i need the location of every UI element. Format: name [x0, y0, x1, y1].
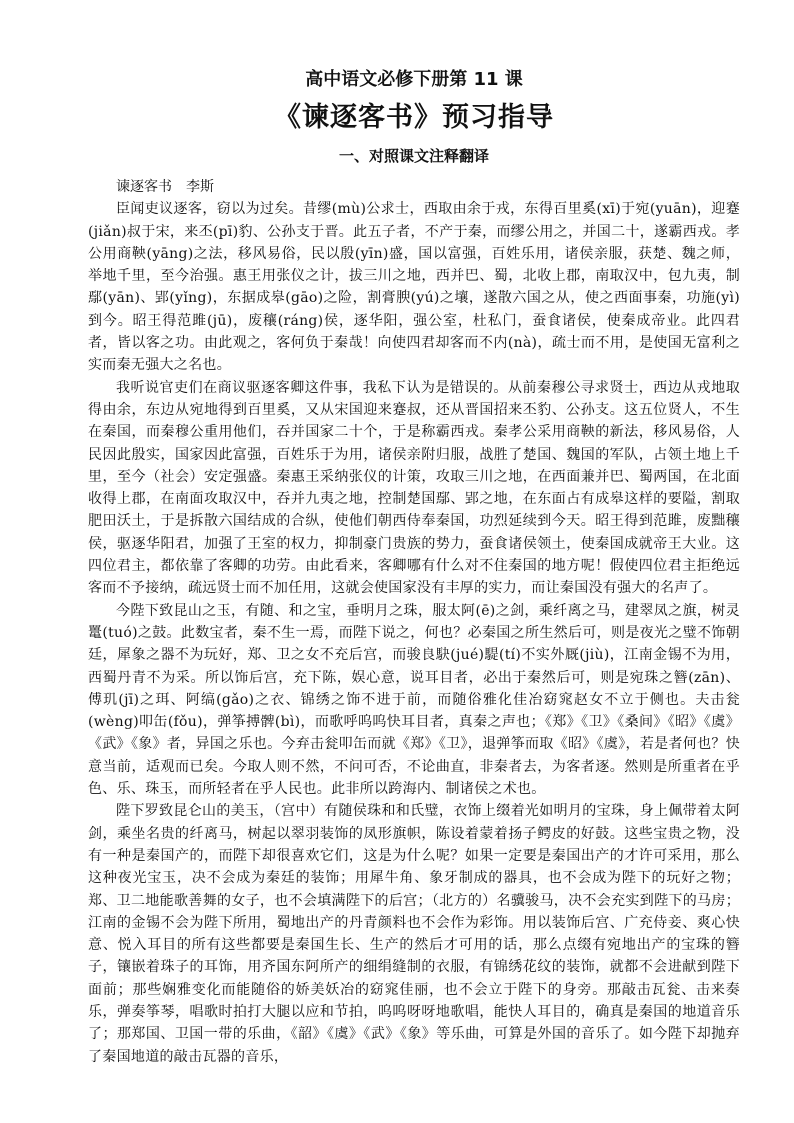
original-text-paragraph-2: 今陛下致昆山之玉，有随、和之宝，垂明月之珠，服太阿(ē)之剑，乘纤离之马，建翠凤之旗，树灵鼍(tuó)之鼓。此数宝者，秦不生一焉，而陛下说之，何也？必秦国之所生然后可，则是夜光之璧不饰朝廷，犀象之器不为玩好，郑、卫之女不充后宫，而骏良駃(jué)騠(tí)不实外厩(jiù)，江南金锡不为用，西蜀丹青不为采。所以饰后宫，充下陈，娱心意，说耳目者，必出于秦然后可，则是宛珠之簪(zān)、傅玑(jī)之珥、阿缟(gǎo)之衣、锦绣之饰不进于前，而随俗雅化佳冶窈窕赵女不立于侧也。夫击瓮(wèng)叩缶(fǒu)，弹筝搏髀(bì)，而歌呼呜呜快耳目者，真秦之声也；《郑》《卫》《桑间》《昭》《虞》《武》《象》者，异国之乐也。今弃击瓮叩缶而就《郑》《卫》，退弹筝而取《昭》《虞》，若是者何也？快意当前，适观而已矣。今取人则不然，不问可否，不论曲直，非秦者去，为客者逐。然则是所重者在乎色、乐、珠玉，而所轻者在乎人民也。此非所以跨海内、制诸侯之术也。 [88, 602, 740, 798]
translation-paragraph-2: 陛下罗致昆仑山的美玉，（宫中）有随侯珠和和氏璧，衣饰上缀着光如明月的宝珠，身上佩带着太阿剑，乘坐名贵的纤离马，树起以翠羽装饰的凤形旗帜，陈设着蒙着扬子鳄皮的好鼓。这些宝贵之物，没有一种是秦国产的，而陛下却很喜欢它们，这是为什么呢？如果一定要是秦国出产的才许可采用，那么这种夜光宝玉，决不会成为秦廷的装饰；用犀牛角、象牙制成的器具，也不会成为陛下的玩好之物；郑、卫二地能歌善舞的女子，也不会填满陛下的后宫；（北方的）名骥骏马，决不会充实到陛下的马房；江南的金锡不会为陛下所用，蜀地出产的丹青颜料也不会作为彩饰。用以装饰后宫、广充侍妾、爽心快意、悦入耳目的所有这些都要是秦国生长、生产的然后才可用的话，那么点缀有宛地出产的宝珠的簪子，镶嵌着珠子的耳饰，用齐国东阿所产的细绢缝制的衣服，有锦绣花纹的装饰，就都不会进献到陛下面前；那些娴雅变化而能随俗的娇美妖冶的窈窕佳丽，也不会立于陛下的身旁。那敲击瓦瓮、击来奏乐，弹奏筝琴，唱歌时拍打大腿以应和节拍，呜呜呀呀地歌唱，能快人耳目的，确真是秦国的地道音乐了；那郑国、卫国一带的乐曲，《韶》《虞》《武》《象》等乐曲，可算是外国的音乐了。如今陛下却抛弃了秦国地道的敲击瓦器的音乐， [88, 803, 740, 1065]
original-text-paragraph-1: 臣闻吏议逐客，窃以为过矣。昔缪(mù)公求士，西取由余于戎，东得百里奚(xī)于宛(yuān)，迎蹇(jiǎn)叔于宋，来丕(pī)豹、公孙支于晋。此五子者，不产于秦，而缪公用之，并国二十，遂霸西戎。孝公用商鞅(yāng)之法，移风易俗，民以殷(yīn)盛，国以富强，百姓乐用，诸侯亲服，获楚、魏之师，举地千里，至今治强。惠王用张仪之计，拔三川之地，西并巴、蜀，北收上郡，南取汉中，包九夷，制鄢(yān)、郢(yǐng)，东据成皋(gāo)之险，割膏腴(yú)之壤，遂散六国之从，使之西面事秦，功施(yì)到今。昭王得范雎(jū)，废穰(ráng)侯，逐华阳，强公室，杜私门，蚕食诸侯，使秦成帝业。此四君者，皆以客之功。由此观之，客何负于秦哉！向使四君却客而不内(nà)，疏士而不用，是使国无富利之实而秦无强大之名也。 [88, 201, 740, 374]
page-title: 《谏逐客书》预习指导 [274, 102, 554, 133]
section-heading: 一、对照课文注释翻译 [338, 147, 489, 165]
course-title: 高中语文必修下册第 11 课 [305, 69, 523, 90]
document-page [88, 66, 740, 1068]
article-byline: 谏逐客书 李斯 [116, 179, 214, 195]
translation-paragraph-1: 我听说官吏们在商议驱逐客卿这件事，我私下认为是错误的。从前秦穆公寻求贤士，西边从戎地取得由余，东边从宛地得到百里奚，又从宋国迎来蹇叔，还从晋国招来丕豹、公孙支。这五位贤人，不生在秦国，而秦穆公重用他们，吞并国家二十个，于是称霸西戎。秦孝公采用商鞅的新法，移风易俗，人民因此殷实，国家因此富强，百姓乐于为用，诸侯亲附归服，战胜了楚国、魏国的军队，占领土地上千里，至今（社会）安定强盛。秦惠王采纳张仪的计策，攻取三川之地，在西面兼并巴、蜀两国，在北面收得上郡，在南面攻取汉中，吞并九夷之地，控制楚国鄢、郢之地，在东面占有成皋这样的要隘，割取肥田沃土，于是拆散六国结成的合纵，使他们朝西侍奉秦国，功烈延续到今天。昭王得到范雎，废黜穰侯，驱逐华阳君，加强了王室的权力，抑制豪门贵族的势力，蚕食诸侯领土，使秦国成就帝王大业。这四位君主，都依靠了客卿的功劳。由此看来，客卿哪有什么对不住秦国的地方呢！假使四位君主拒绝远客而不予接纳，疏远贤士而不加任用，这就会使国家没有丰厚的实力，而让秦国没有强大的名声了。 [88, 379, 740, 597]
